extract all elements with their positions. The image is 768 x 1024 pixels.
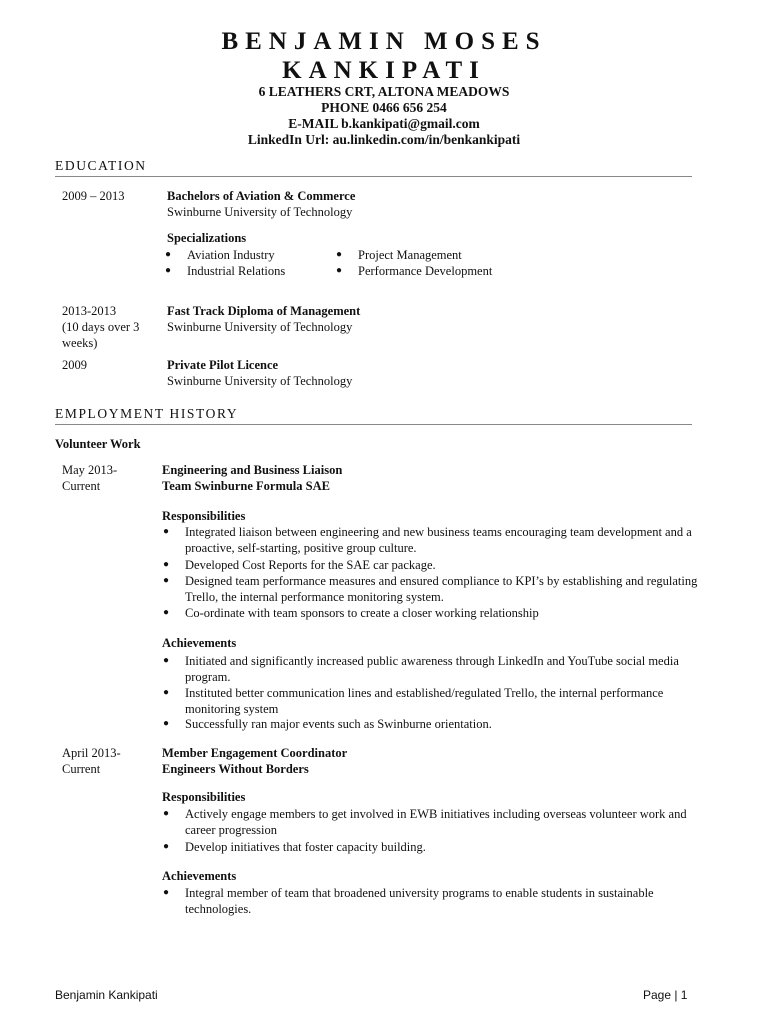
name-line-1: BENJAMIN MOSES <box>221 28 547 55</box>
phone: PHONE 0466 656 254 <box>321 100 447 115</box>
education-date: 2013-2013 <box>62 304 117 318</box>
list-item: ● Project Management <box>336 248 462 262</box>
list-item: ● Integral member of team that broadened university programs to enable students in sustainable technologies. <box>163 886 654 916</box>
job-role: Member Engagement Coordinator <box>162 746 348 760</box>
achievements-label: Achievements <box>162 869 237 883</box>
list-item: ● Develop initiatives that foster capacity building. <box>163 840 426 854</box>
job-date: May 2013- <box>62 463 118 477</box>
education-institution: Swinburne University of Technology <box>167 320 353 334</box>
job-organization: Engineers Without Borders <box>162 762 309 776</box>
list-item: ● Designed team performance measures and ensured compliance to KPI’s by establishing and regulating Trello, the internal performance monitoring system. <box>163 574 698 604</box>
email: E-MAIL b.kankipati@gmail.com <box>288 116 480 131</box>
list-item: ● Initiated and significantly increased public awareness through LinkedIn and YouTube social media program. <box>163 654 679 684</box>
education-date: 2009 – 2013 <box>62 189 125 203</box>
list-item: ● Successfully ran major events such as Swinburne orientation. <box>163 717 492 731</box>
list-item: ● Instituted better communication lines and established/regulated Trello, the internal performance monitoring system <box>163 686 664 716</box>
section-heading-employment: EMPLOYMENT HISTORY <box>55 406 692 425</box>
education-date-note: (10 days over 3 weeks) <box>62 320 140 350</box>
list-item: ● Industrial Relations <box>165 264 286 278</box>
list-item: ● Co-ordinate with team sponsors to create a closer working relationship <box>163 606 539 620</box>
address: 6 LEATHERS CRT, ALTONA MEADOWS <box>258 84 510 99</box>
job-organization: Team Swinburne Formula SAE <box>162 479 330 493</box>
job-date: April 2013- <box>62 746 121 760</box>
job-date: Current <box>62 762 101 776</box>
responsibilities-label: Responsibilities <box>162 509 246 523</box>
responsibilities-label: Responsibilities <box>162 790 246 804</box>
section-heading-education: EDUCATION <box>55 158 692 177</box>
list-item: ● Aviation Industry <box>165 248 275 262</box>
education-title: Fast Track Diploma of Management <box>167 304 361 318</box>
education-institution: Swinburne University of Technology <box>167 374 353 388</box>
list-item: ● Developed Cost Reports for the SAE car package. <box>163 558 436 572</box>
footer-page-number: Page | 1 <box>643 988 688 1002</box>
achievements-label: Achievements <box>162 636 237 650</box>
list-item: ● Performance Development <box>336 264 493 278</box>
name-line-2: KANKIPATI <box>282 57 486 84</box>
education-title: Bachelors of Aviation & Commerce <box>167 189 356 203</box>
education-title: Private Pilot Licence <box>167 358 279 372</box>
specializations-label: Specializations <box>167 231 247 245</box>
education-institution: Swinburne University of Technology <box>167 205 353 219</box>
linkedin-url: LinkedIn Url: au.linkedin.com/in/benkankipati <box>247 132 521 147</box>
education-date: 2009 <box>62 358 87 372</box>
list-item: ● Actively engage members to get involved in EWB initiatives including overseas volunteer work and career progression <box>163 807 687 837</box>
list-item: ● Integrated liaison between engineering and new business teams encouraging team development and a proactive, self-starting, positive group culture. <box>163 525 692 555</box>
employment-subheading: Volunteer Work <box>55 437 141 451</box>
footer-name: Benjamin Kankipati <box>55 988 158 1002</box>
job-date: Current <box>62 479 101 493</box>
job-role: Engineering and Business Liaison <box>162 463 343 477</box>
